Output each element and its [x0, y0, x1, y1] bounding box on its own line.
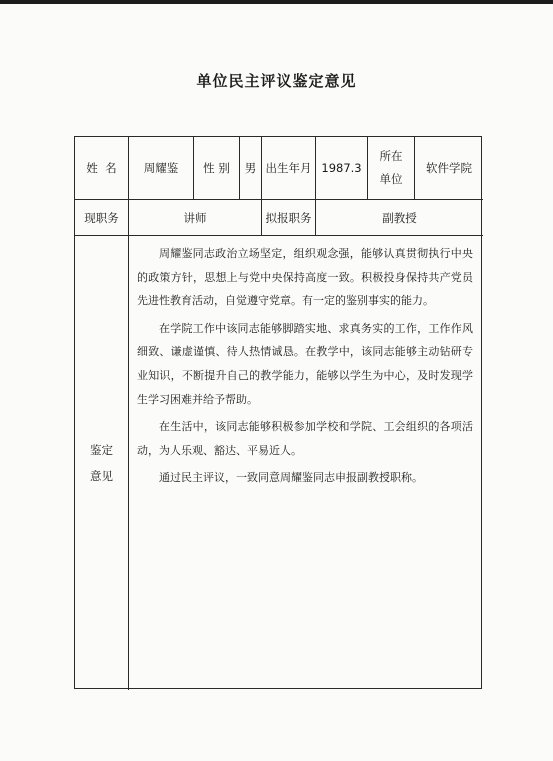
appraisal-paragraph: 在生活中，该同志能够积极参加学校和学院、工会组织的各项活动，为人乐观、豁达、平易近人。 [137, 420, 473, 457]
current-position-value: 讲师 [129, 200, 262, 236]
appraisal-paragraph: 通过民主评议，一致同意周耀鉴同志申报副教授职称。 [159, 471, 423, 485]
appraisal-paragraph: 在学院工作中该同志能够脚踏实地、求真务实的工作，工作作风细致、谦虚谨慎、待人热情诚恳。在教学中，该同志能够主动钻研专业知识，不断提升自己的教学能力，能够以学生为中心，及时发现学生学习困难并给予帮助。 [137, 321, 473, 406]
birth-value: 1987.3 [316, 137, 368, 200]
appraisal-label-line1: 鉴定 [90, 443, 113, 457]
scan-top-edge [0, 0, 553, 4]
proposed-position-value: 副教授 [316, 200, 483, 236]
name-value: 周耀鉴 [129, 137, 194, 200]
appraisal-label-line2: 意见 [90, 469, 113, 483]
proposed-position-label: 拟报职务 [262, 200, 316, 236]
birth-label: 出生年月 [262, 137, 316, 200]
gender-label: 性 别 [194, 137, 240, 200]
unit-label-line1: 所在 [379, 149, 403, 163]
unit-label-line2: 单位 [379, 172, 403, 186]
page-title: 单位民主评议鉴定意见 [196, 72, 357, 90]
unit-label [368, 137, 415, 200]
name-label: 姓 名 [75, 137, 129, 200]
gender-value: 男 [240, 137, 262, 200]
appraisal-paragraph: 周耀鉴同志政治立场坚定，组织观念强，能够认真贯彻执行中央的政策方针，思想上与党中央保持高度一致。积极投身保持共产党员先进性教育活动，自觉遵守党章。有一定的鉴别事实的能力。 [137, 247, 473, 308]
current-position-label: 现职务 [75, 200, 129, 236]
appraisal-table [74, 136, 482, 689]
appraisal-label [75, 236, 129, 690]
unit-value: 软件学院 [415, 137, 483, 200]
appraisal-text [129, 236, 483, 690]
